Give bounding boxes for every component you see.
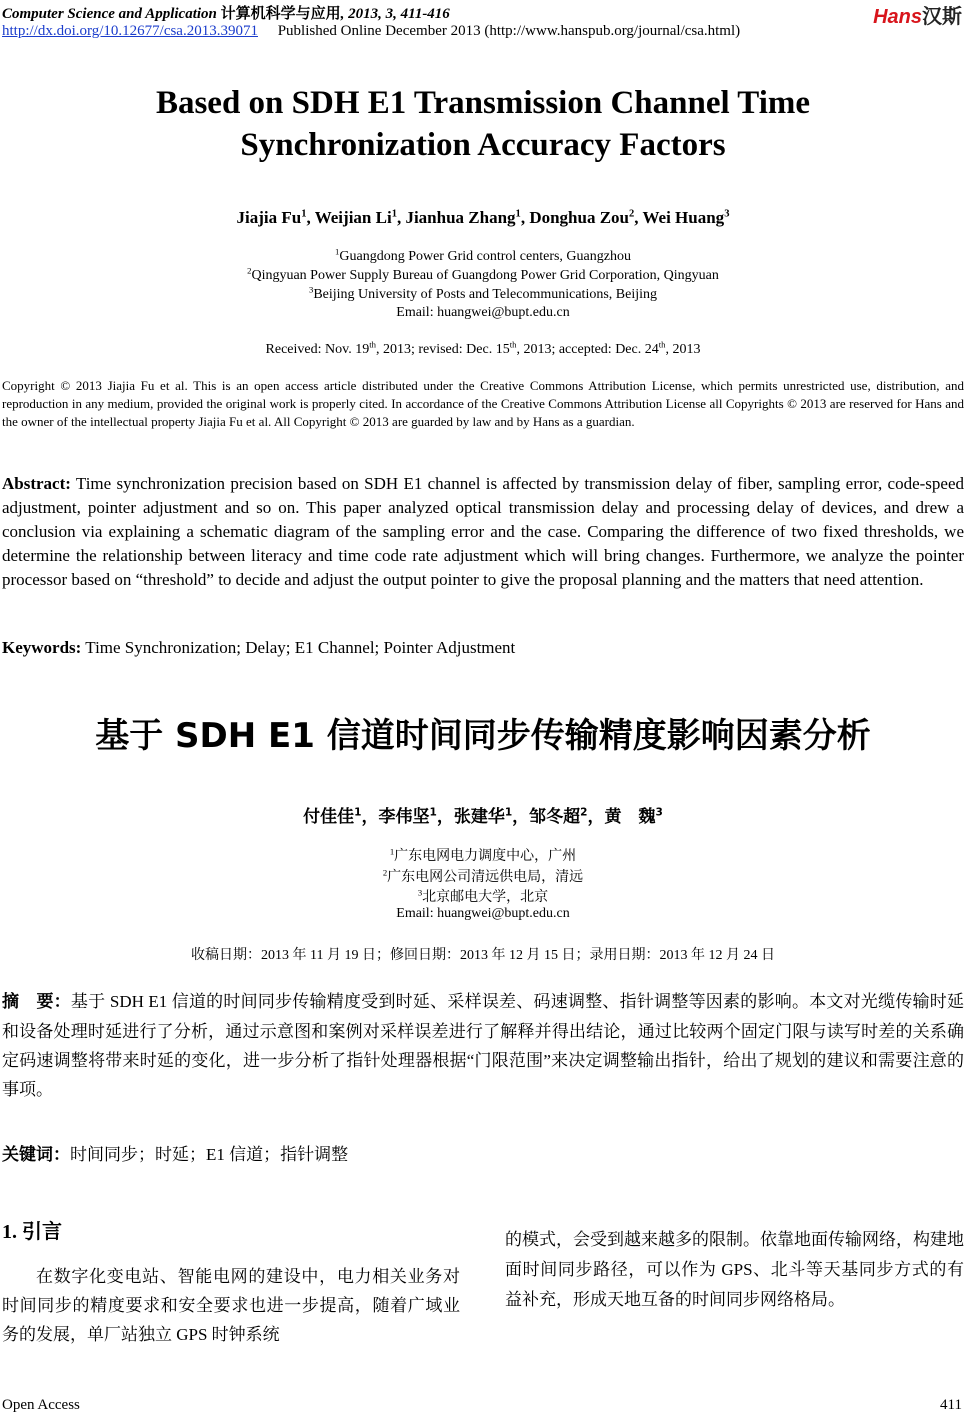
title-cn: 基于 SDH E1 信道时间同步传输精度影响因素分析 [95, 716, 871, 756]
affiliation-cn-3: $^3$北京邮电大学，北京 [417, 887, 549, 905]
email-cn: Email: huangwei@bupt.edu.cn [396, 906, 570, 921]
logo-hans-text: Hans [873, 6, 922, 28]
affiliation-en-3: $^3$Beijing University of Posts and Telecommunications, Beijing [308, 284, 657, 302]
published-online: Published Online December 2013 (http://www.hanspub.org/journal/csa.html) [277, 23, 741, 39]
keywords-cn-label: 关键词： [2, 1145, 70, 1165]
received-dates-cn: 收稿日期：2013 年 11 月 19 日；修回日期：2013 年 12 月 15 日；录用日期：2013 年 12 月 24 日 [191, 948, 775, 963]
abstract-cn [2, 987, 964, 1104]
affiliation-cn-2: $^2$广东电网公司清远供电局，清远 [382, 867, 584, 885]
journal-name-cn: 计算机科学与应用 [220, 6, 341, 22]
body-column-right: 的模式，会受到越来越多的限制。依靠地面传输网络，构建地面时间同步路径，可以作为 GPS、北斗等天基同步方式的有益补充，形成天地互备的时间同步网络格局。 [505, 1230, 964, 1309]
author-en: Donghua Zou$^2$, [529, 208, 643, 227]
keywords-cn [2, 1140, 964, 1165]
title-en-line1: Based on SDH E1 Transmission Channel Time [155, 85, 811, 121]
keywords-label: Keywords: [2, 638, 82, 657]
doi-link[interactable]: http://dx.doi.org/10.12677/csa.2013.39071 [2, 23, 258, 39]
hans-logo [873, 0, 962, 29]
title-en [0, 82, 966, 166]
keywords-text: Time Synchronization; Delay; E1 Channel; Pointer Adjustment [85, 638, 516, 657]
logo-cn-text: 汉斯 [922, 6, 962, 28]
body-column-left: 在数字化变电站、智能电网的建设中，电力相关业务对时间同步的精度要求和安全要求也进一步提高，随着广域业务的发展，单厂站独立 GPS 时钟系统 [2, 1267, 460, 1344]
keywords-en [2, 638, 964, 658]
authors-cn [0, 802, 966, 827]
abstract-text: Time synchronization precision based on SDH E1 channel is affected by transmission delay of fiber, sampling error, code-speed adjustment, pointer adjustment and so on. This paper analyzed optical transmission delay and processing delay of devices, and drew a conclusion via explaining a schematic diagram of the sampling error and the case. Comparing the difference of two fixed thresholds, we determine the relationship between literacy and time code rate adjustment which will bring changes. Furthermore, we analyze the pointer processor based on “threshold” to decide and adjust the output pointer to give the proposal planning and the matters that need attention. [2, 474, 964, 589]
abstract-label: Abstract: [2, 474, 71, 493]
affiliation-cn-1: $^1$广东电网电力调度中心，广州 [389, 846, 577, 864]
author-en: Jianhua Zhang$^1$, [405, 208, 530, 227]
author-cn: 张建华$^1$， [453, 806, 530, 827]
author-en: Weijian Li$^1$, [314, 208, 406, 227]
journal-name-en: Computer Science and Application [2, 6, 217, 22]
abstract-en [2, 472, 964, 592]
copyright-notice: Copyright © 2013 Jiajia Fu et al. This is an open access article distributed under the Creative Commons Attribution License, which permits unrestricted use, distribution, and reproduction in any medium, provided the original work is properly cited. In accordance of the Creative Commons Attribution License all Copyrights © 2013 are reserved for Hans and the owner of the intellectual property Jiajia Fu et al. All Copyright © 2013 are guarded by law and by Hans as a guardian. [2, 378, 964, 429]
authors-en [0, 208, 966, 228]
author-en: Wei Huang$^3$ [642, 208, 730, 227]
author-cn: 邹冬超$^2$， [529, 806, 605, 827]
journal-citation: , 2013, 3, 411-416 [340, 6, 450, 22]
journal-header [2, 2, 450, 23]
title-en-line2: Synchronization Accuracy Factors [240, 127, 726, 163]
footer-open-access: Open Access [2, 1397, 80, 1413]
abstract-cn-label: 摘 要： [2, 992, 71, 1012]
author-cn: 黄 魏$^3$ [604, 806, 663, 827]
keywords-cn-text: 时间同步；时延；E1 信道；指针调整 [70, 1145, 349, 1164]
abstract-cn-text: 基于 SDH E1 信道的时间同步传输精度受到时延、采样误差、码速调整、指针调整等因素的影响。本文对光缆传输时延和设备处理时延进行了分析，通过示意图和案例对采样误差进行了解释并得出结论，通过比较两个固定门限与读写时差的关系确定码速调整将带来时延的变化，进一步分析了指针处理器根据“门限范围”来决定调整输出指针，给出了规划的建议和需要注意的事项。 [2, 992, 965, 1099]
section-heading: 1. 引言 [2, 1221, 62, 1243]
email-en: Email: huangwei@bupt.edu.cn [396, 305, 570, 320]
affiliation-en-1: $^1$Guangdong Power Grid control centers, Guangzhou [335, 246, 631, 264]
author-cn: 李伟坚$^1$， [378, 806, 454, 827]
author-cn: 付佳佳$^1$， [303, 806, 379, 827]
received-dates-en: Received: Nov. 19th, 2013; revised: Dec. 15th, 2013; accepted: Dec. 24th, 2013 [265, 339, 701, 357]
page-number: 411 [940, 1397, 962, 1413]
affiliation-en-2: $^2$Qingyuan Power Supply Bureau of Guangdong Power Grid Corporation, Qingyuan [247, 265, 719, 283]
doi-line [2, 23, 740, 40]
author-en: Jiajia Fu$^1$, [236, 208, 315, 227]
